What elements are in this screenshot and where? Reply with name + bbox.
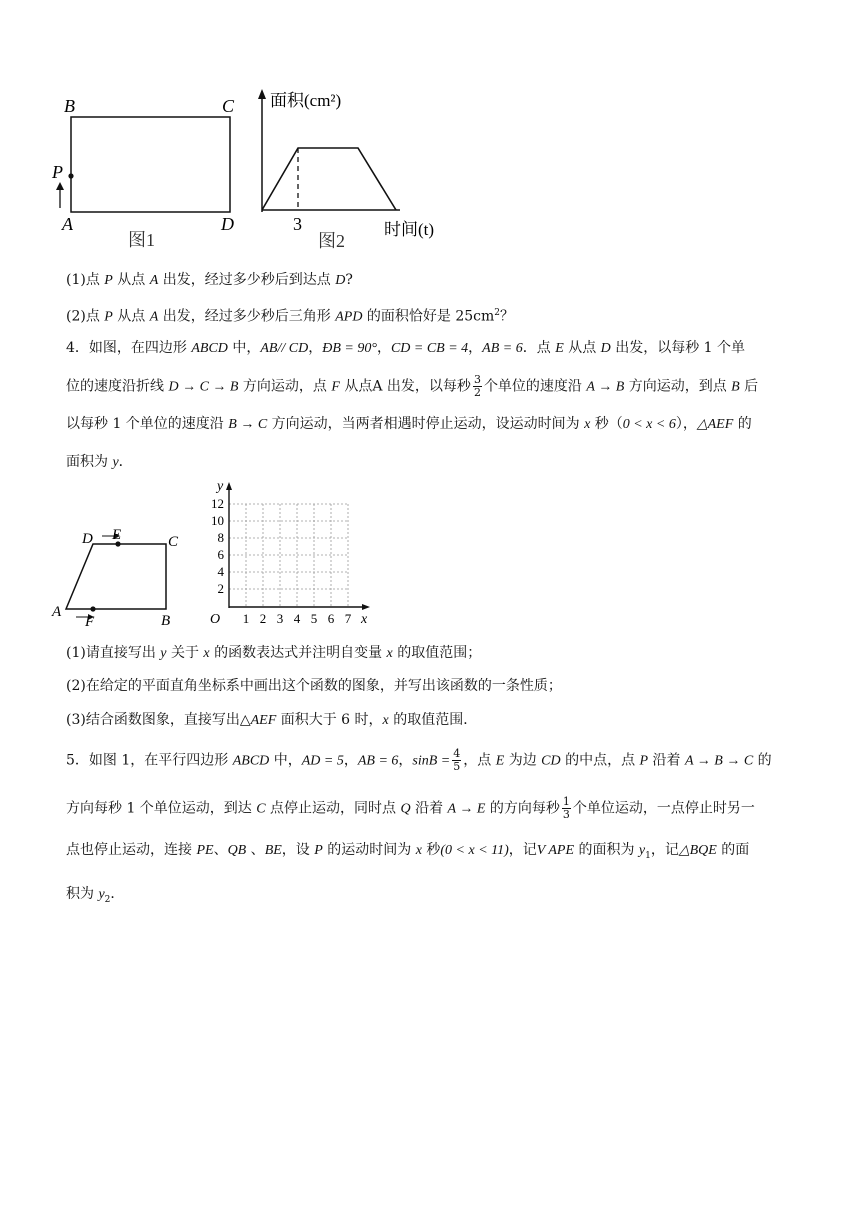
x-axis-label: x: [361, 612, 368, 627]
tick-3: 3: [293, 214, 302, 234]
q3-sub1: (1)点 P 从点 A 出发，经过多少秒后到达点 D?: [66, 272, 353, 288]
x-axis-label: 时间(t): [384, 220, 435, 239]
fraction-1-3: $\frac{1}{3}$: [562, 795, 570, 821]
y-tick-6: 6: [217, 547, 224, 562]
y-axis-arrow-icon: [258, 89, 266, 99]
trapezoid-ABCD: [66, 544, 166, 609]
x-tick-3: 3: [276, 611, 284, 626]
q4-line4: 面积为 y．: [66, 454, 133, 470]
x-tick-1: 1: [242, 611, 250, 626]
point-P: [68, 173, 73, 178]
caption-fig2: 图2: [318, 231, 345, 250]
q3-sub2: (2)点 P 从点 A 出发，经过多少秒后三角形 APD 的面积恰好是 $25cm^2$？: [66, 308, 515, 325]
figure-trapezoid: [50, 522, 190, 632]
label-F: F: [85, 614, 95, 630]
area-curve: [262, 148, 396, 210]
label-D: D: [82, 531, 93, 547]
label-B: B: [161, 613, 171, 629]
label-D: D: [221, 214, 234, 234]
q4-sub1: (1)请直接写出 y 关于 x 的函数表达式并注明自变量 x 的取值范围；: [66, 645, 482, 661]
y-axis-label: 面积(cm²): [270, 91, 342, 110]
rectangle-ABCD: [71, 117, 230, 212]
q5-line2: 方向每秒 1 个单位运动，到达 C 点停止运动，同时点 Q 沿着 A → E 的方向每秒 $\frac{1}{3}$ 个单位运动，一点停止时另一: [66, 795, 755, 821]
fraction-3-2: $\frac{3}{2}$: [473, 373, 481, 399]
x-tick-5: 5: [310, 611, 318, 626]
q4-line1: 4．如图，在四边形 ABCD 中，AB// CD，ÐB = 90°，CD = CB = 4，AB = 6．点 E 从点 D 出发，以每秒 1 个单: [66, 340, 746, 356]
q4-sub3: (3)结合函数图象，直接写出△AEF 面积大于 6 时，x 的取值范围．: [66, 712, 478, 728]
q5-line1: 5．如图 1，在平行四边形 ABCD 中，AD = 5，AB = 6，sinB = $\frac{4}{5}$ ，点 E 为边 CD 的中点，点 P 沿着 A → B → C 的: [66, 747, 772, 773]
label-A: A: [52, 604, 62, 620]
y-tick-2: 2: [217, 581, 224, 596]
y-tick-10: 10: [211, 513, 224, 528]
label-P: P: [52, 162, 63, 182]
figure-coordinate-grid: [200, 478, 378, 628]
x-tick-2: 2: [259, 611, 267, 626]
x-tick-6: 6: [327, 611, 335, 626]
grid-lines: [229, 504, 348, 607]
q4-sub2: (2)在给定的平面直角坐标系中画出这个函数的图象，并写出该函数的一条性质；: [66, 678, 562, 694]
x-axis-arrow-icon: [362, 604, 370, 610]
arrow-head-icon: [56, 182, 64, 190]
origin-label: O: [210, 612, 221, 627]
y-tick-12: 12: [211, 496, 224, 511]
q4-line2: 位的速度沿折线 D → C → B 方向运动，点 F 从点A 出发，以每秒 $\frac{3}{2}$ 个单位的速度沿 A → B 方向运动，到点 B 后: [66, 373, 759, 399]
y-axis-label: y: [217, 479, 224, 494]
figure-area-graph: [250, 84, 470, 250]
label-C: C: [168, 534, 179, 550]
x-tick-7: 7: [344, 611, 352, 626]
y-axis-arrow-icon: [226, 482, 232, 490]
q5-line3: 点也停止运动，连接 PE、QB 、BE，设 P 的运动时间为 x 秒(0 < x < 11)，记V APE 的面积为 $y_1$，记△BQE 的面: [66, 842, 750, 861]
y-tick-4: 4: [217, 564, 224, 579]
fraction-4-5: $\frac{4}{5}$: [453, 747, 461, 773]
label-A: A: [62, 214, 73, 234]
q5-line4: 积为 $y_2$．: [66, 886, 125, 905]
q4-line3: 以每秒 1 个单位的速度沿 B → C 方向运动，当两者相遇时停止运动，设运动时间为 x 秒（0 < x < 6），△AEF 的: [66, 416, 752, 432]
point-F: [90, 606, 95, 611]
label-C: C: [222, 96, 235, 116]
label-B: B: [64, 96, 75, 116]
figure-rectangle: [50, 90, 250, 250]
label-E: E: [112, 527, 122, 543]
x-tick-4: 4: [293, 611, 301, 626]
caption-fig1: 图1: [128, 230, 155, 250]
y-tick-8: 8: [217, 530, 224, 545]
